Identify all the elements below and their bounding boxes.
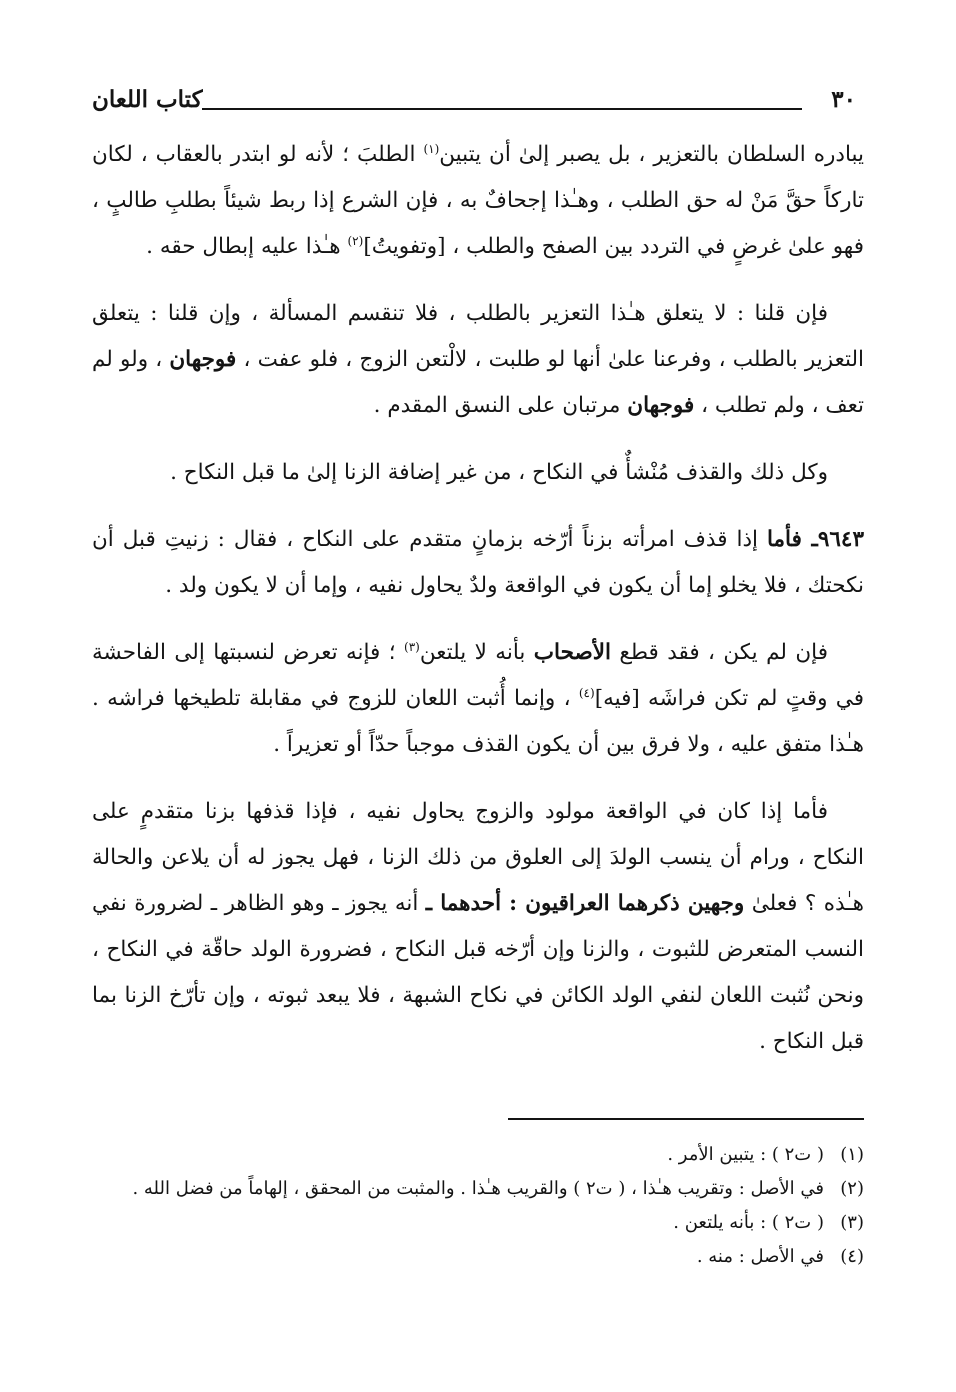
footnote-ref-4[interactable]: (٤) <box>578 685 595 700</box>
footnote-text: في الأصل : وتقريب هـٰذا ، ( ت٢ ) والقريب هـٰذا . والمثبت من المحقق ، إلهاماً من فضل الله . <box>132 1178 824 1199</box>
paragraph-text: فإن لم يكن ، فقد قطع <box>610 640 828 665</box>
section-number: ٩٦٤٣ـ <box>811 527 865 552</box>
bold-term: الأصحاب <box>533 640 611 665</box>
footnote-item <box>92 1138 864 1172</box>
bold-term: وجهين ذكرهما العراقيون : أحدهما ـ <box>425 891 745 916</box>
footnote-number: (٤) <box>840 1246 864 1267</box>
main-text <box>92 132 864 1086</box>
paragraph-text: وكل ذلك والقذف مُنْشأٌ في النكاح ، من غير إضافة الزنا إلىٰ ما قبل النكاح . <box>170 460 828 485</box>
footnote-number: (٢) <box>840 1178 864 1199</box>
footnote-text: ( ت٢ ) : بأنه يلتعن . <box>673 1212 824 1233</box>
bold-term: فوجهان <box>169 347 237 372</box>
paragraph-text: يبادره السلطان بالتعزير ، بل يصبر إلىٰ أن يتبين <box>439 142 864 167</box>
paragraph-6 <box>92 789 864 1065</box>
paragraph-text: إذا قذف امرأته بزناً أرّخه بزمانٍ متقدم على النكاح ، فقال : زنيتِ قبل أن نكحتك ، فلا يخلو إما أن يكون في الواقعة ولدٌ يحاول نفيه ، وإما أن لا يكون ولد . <box>92 527 864 598</box>
bold-term: فوجهان <box>627 393 695 418</box>
paragraph-3 <box>92 450 864 496</box>
page-number: ٣٠ <box>831 86 856 113</box>
paragraph-1 <box>92 132 864 270</box>
paragraph-text: أنه يجوز ـ وهو الظاهر ـ لضرورة نفي النسب المتعرض للثبوت ، والزنا وإن أرّخه قبل النكاح ، فضرورة الولد حاقّة في النكاح ، ونحن نُثبت اللعان لنفي الولد الكائن في نكاح الشبهة ، فلا يبعد ثبوته ، وإن تأرّخ الزنا بما قبل النكاح . <box>92 891 864 1054</box>
paragraph-text: مرتبان على النسق المقدم . <box>373 393 628 418</box>
footnote-ref-1[interactable]: (١) <box>423 141 440 156</box>
bold-term: فأما <box>766 527 812 552</box>
paragraph-text: فأما إذا كان في الواقعة مولود والزوج يحاول نفيه ، فإذا قذفها بزنا متقدمٍ على النكاح ، ورام أن ينسب الولدَ إلى العلوق من ذلك الزنا ، فهل يجوز له أن يلاعن والحالة هـٰذه ؟ فعلىٰ <box>92 799 864 916</box>
paragraph-2 <box>92 291 864 429</box>
paragraph-text: هـٰذا عليه إبطال حقه . <box>146 234 348 259</box>
paragraph-text: الطلبَ ؛ لأنه لو ابتدر بالعقاب ، لكان تاركاً حقَّ مَنْ له حق الطلب ، وهـٰذا إجحافٌ به ، فإن الشرع إذا ربط شيئاً بطلبِ طالبٍ ، فهو علىٰ غرضٍ في التردد بين الصفح والطلب ، [وتفويتُ] <box>92 142 864 259</box>
footnote-item <box>92 1172 864 1206</box>
paragraph-text: بأنه لا يلتعن <box>419 640 534 665</box>
paragraph-text: ؛ فإنه تعرض لنسبتها إلى الفاحشة في وقتٍ لم تكن فراشَه [فيه] <box>92 640 864 711</box>
paragraph-text: ، وإنما أُثبت اللعان للزوج في مقابلة تلطيخها فراشه . هـٰذا متفق عليه ، ولا فرق بين أن يكون القذف موجباً حدّاً أو تعزيراً . <box>92 686 864 757</box>
paragraph-4 <box>92 517 864 609</box>
footnote-ref-2[interactable]: (٢) <box>347 233 364 248</box>
chapter-title: كتاب اللعان <box>92 86 203 113</box>
footnote-number: (١) <box>840 1144 864 1165</box>
page-header <box>92 86 860 120</box>
footnote-item <box>92 1240 864 1274</box>
footnote-number: (٣) <box>840 1212 864 1233</box>
paragraph-5 <box>92 630 864 768</box>
footnote-ref-3[interactable]: (٣) <box>404 639 420 654</box>
header-rule <box>202 108 802 110</box>
footnote-text: في الأصل : منه . <box>696 1246 824 1267</box>
footnote-text: ( ت٢ ) : يتبين الأمر . <box>667 1144 824 1165</box>
footnote-item <box>92 1206 864 1240</box>
paragraph-text: فإن قلنا : لا يتعلق هـٰذا التعزير بالطلب ، فلا تنقسم المسألة ، وإن قلنا : يتعلق التعزير بالطلب ، وفرعنا علىٰ أنها لو طلبت ، لالْتعن الزوج ، فلو عفت ، <box>92 301 865 372</box>
footnote-separator <box>508 1118 864 1120</box>
paragraph-text: ، ولو لم تعف ، ولم تطلب ، <box>92 347 864 418</box>
footnotes <box>92 1138 864 1274</box>
